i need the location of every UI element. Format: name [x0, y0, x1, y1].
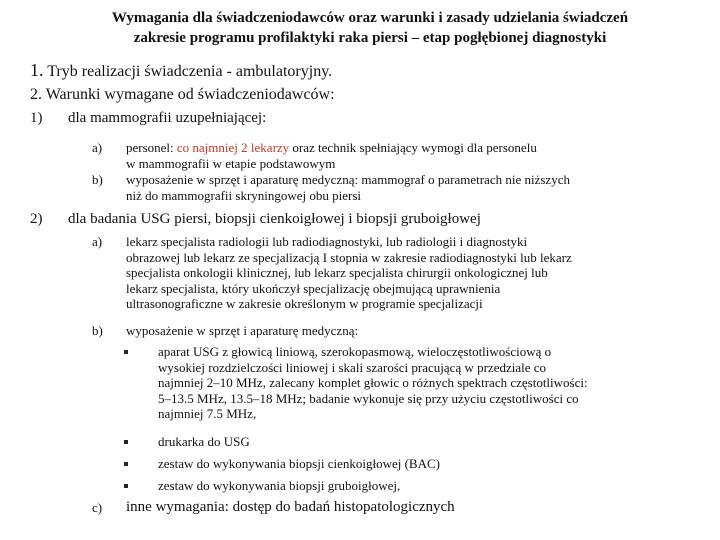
- section-2a-line: lekarz specjalista, który ukończył specjalizację obejmującą uprawnienia: [126, 280, 501, 296]
- section-1a-text: [126, 140, 706, 171]
- section-1a-pre: personel:: [126, 140, 177, 155]
- section-1b-marker: b): [92, 172, 103, 187]
- section-2a-text: [126, 234, 716, 312]
- title-line-2: zakresie programu profilaktyki raka piersi – etap pogłębionej diagnostyki: [133, 30, 607, 46]
- bullet-1-line: 5–13.5 MHz, 13.5–18 MHz; badanie wykonuje się przy użyciu częstotliwości co: [158, 390, 579, 406]
- item-1-text: Tryb realizacji świadczenia - ambulatoryjny.: [47, 63, 333, 80]
- title-line-1: Wymagania dla świadczeniodawców oraz warunki i zasady udzielania świadczeń: [111, 10, 629, 26]
- square-bullet-icon: [124, 462, 128, 466]
- section-1a-line-1: [126, 140, 706, 156]
- item-2: 2. Warunki wymagane od świadczeniodawców:: [30, 86, 335, 103]
- square-bullet-icon: [124, 440, 128, 444]
- square-bullet-icon: [124, 350, 128, 354]
- section-2a-marker: a): [92, 234, 103, 249]
- bullet-1-text: [158, 344, 718, 422]
- bullet-1-line: wysokiej rozdzielczości liniowej i skali szarości pracującą w przedziale co: [158, 359, 547, 375]
- square-bullet-icon: [124, 484, 128, 488]
- section-2a-line: ultrasonograficzne w zakresie określonym w programie specjalizacji: [126, 296, 483, 311]
- section-2a-line: obrazowej lub lekarz ze specjalizacją I stopnia w zakresie radiodiagnostyki lub lekarz: [126, 249, 572, 265]
- section-2c-text: [126, 497, 455, 517]
- section-1a-post: oraz technik spełniający wymogi dla personelu: [289, 140, 537, 155]
- section-1b-line-2: niż do mammografii skryningowej obu piersi: [126, 187, 362, 203]
- bullet-2-text: drukarka do USG: [158, 434, 250, 449]
- section-1a-line-2: w mammografii w etapie podstawowym: [126, 155, 336, 171]
- section-2b-marker: b): [92, 323, 103, 338]
- section-1-title: dla mammografii uzupełniającej:: [68, 110, 267, 126]
- bullet-1-line: aparat USG z głowicą liniową, szerokopasmową, wieloczęstotliwościową o: [158, 344, 552, 359]
- section-2-number: 2): [30, 211, 43, 227]
- section-1a-marker: a): [92, 140, 103, 155]
- item-1: [30, 60, 332, 82]
- section-2-title: dla badania USG piersi, biopsji cienkoigłowej i biopsji gruboigłowej: [68, 211, 481, 227]
- bullet-3-text: zestaw do wykonywania biopsji cienkoigłowej (BAC): [158, 456, 440, 471]
- bullet-1-line: najmniej 7.5 MHz,: [158, 406, 257, 421]
- section-2c-post: dostęp do badań histopatologicznych: [232, 499, 455, 515]
- section-2a-line: specjalista onkologii klinicznej, lub lekarz specjalista chirurgii onkologicznej lub: [126, 265, 548, 280]
- section-1b-text: [126, 172, 706, 203]
- section-2b-text: wyposażenie w sprzęt i aparaturę medyczną:: [126, 323, 359, 338]
- section-1a-highlight: co najmniej 2 lekarzy: [176, 140, 290, 155]
- item-1-number: 1.: [30, 60, 44, 80]
- section-2a-line: lekarz specjalista radiologii lub radiodiagnostyki, lub radiologii i diagnostyki: [126, 234, 528, 249]
- section-2c-marker: c): [92, 500, 103, 515]
- bullet-1-line: najmniej 2–10 MHz, zalecany komplet głowic o różnych spektrach częstotliwości:: [158, 375, 588, 390]
- section-1b-line-1: wyposażenie w sprzęt i aparaturę medyczną: mammograf o parametrach nie niższych: [126, 172, 570, 187]
- document-title: [40, 8, 700, 48]
- section-2c-pre: inne wymagania:: [126, 499, 233, 515]
- bullet-4-text: zestaw do wykonywania biopsji gruboigłowej,: [158, 478, 401, 493]
- section-1-number: 1): [30, 110, 43, 126]
